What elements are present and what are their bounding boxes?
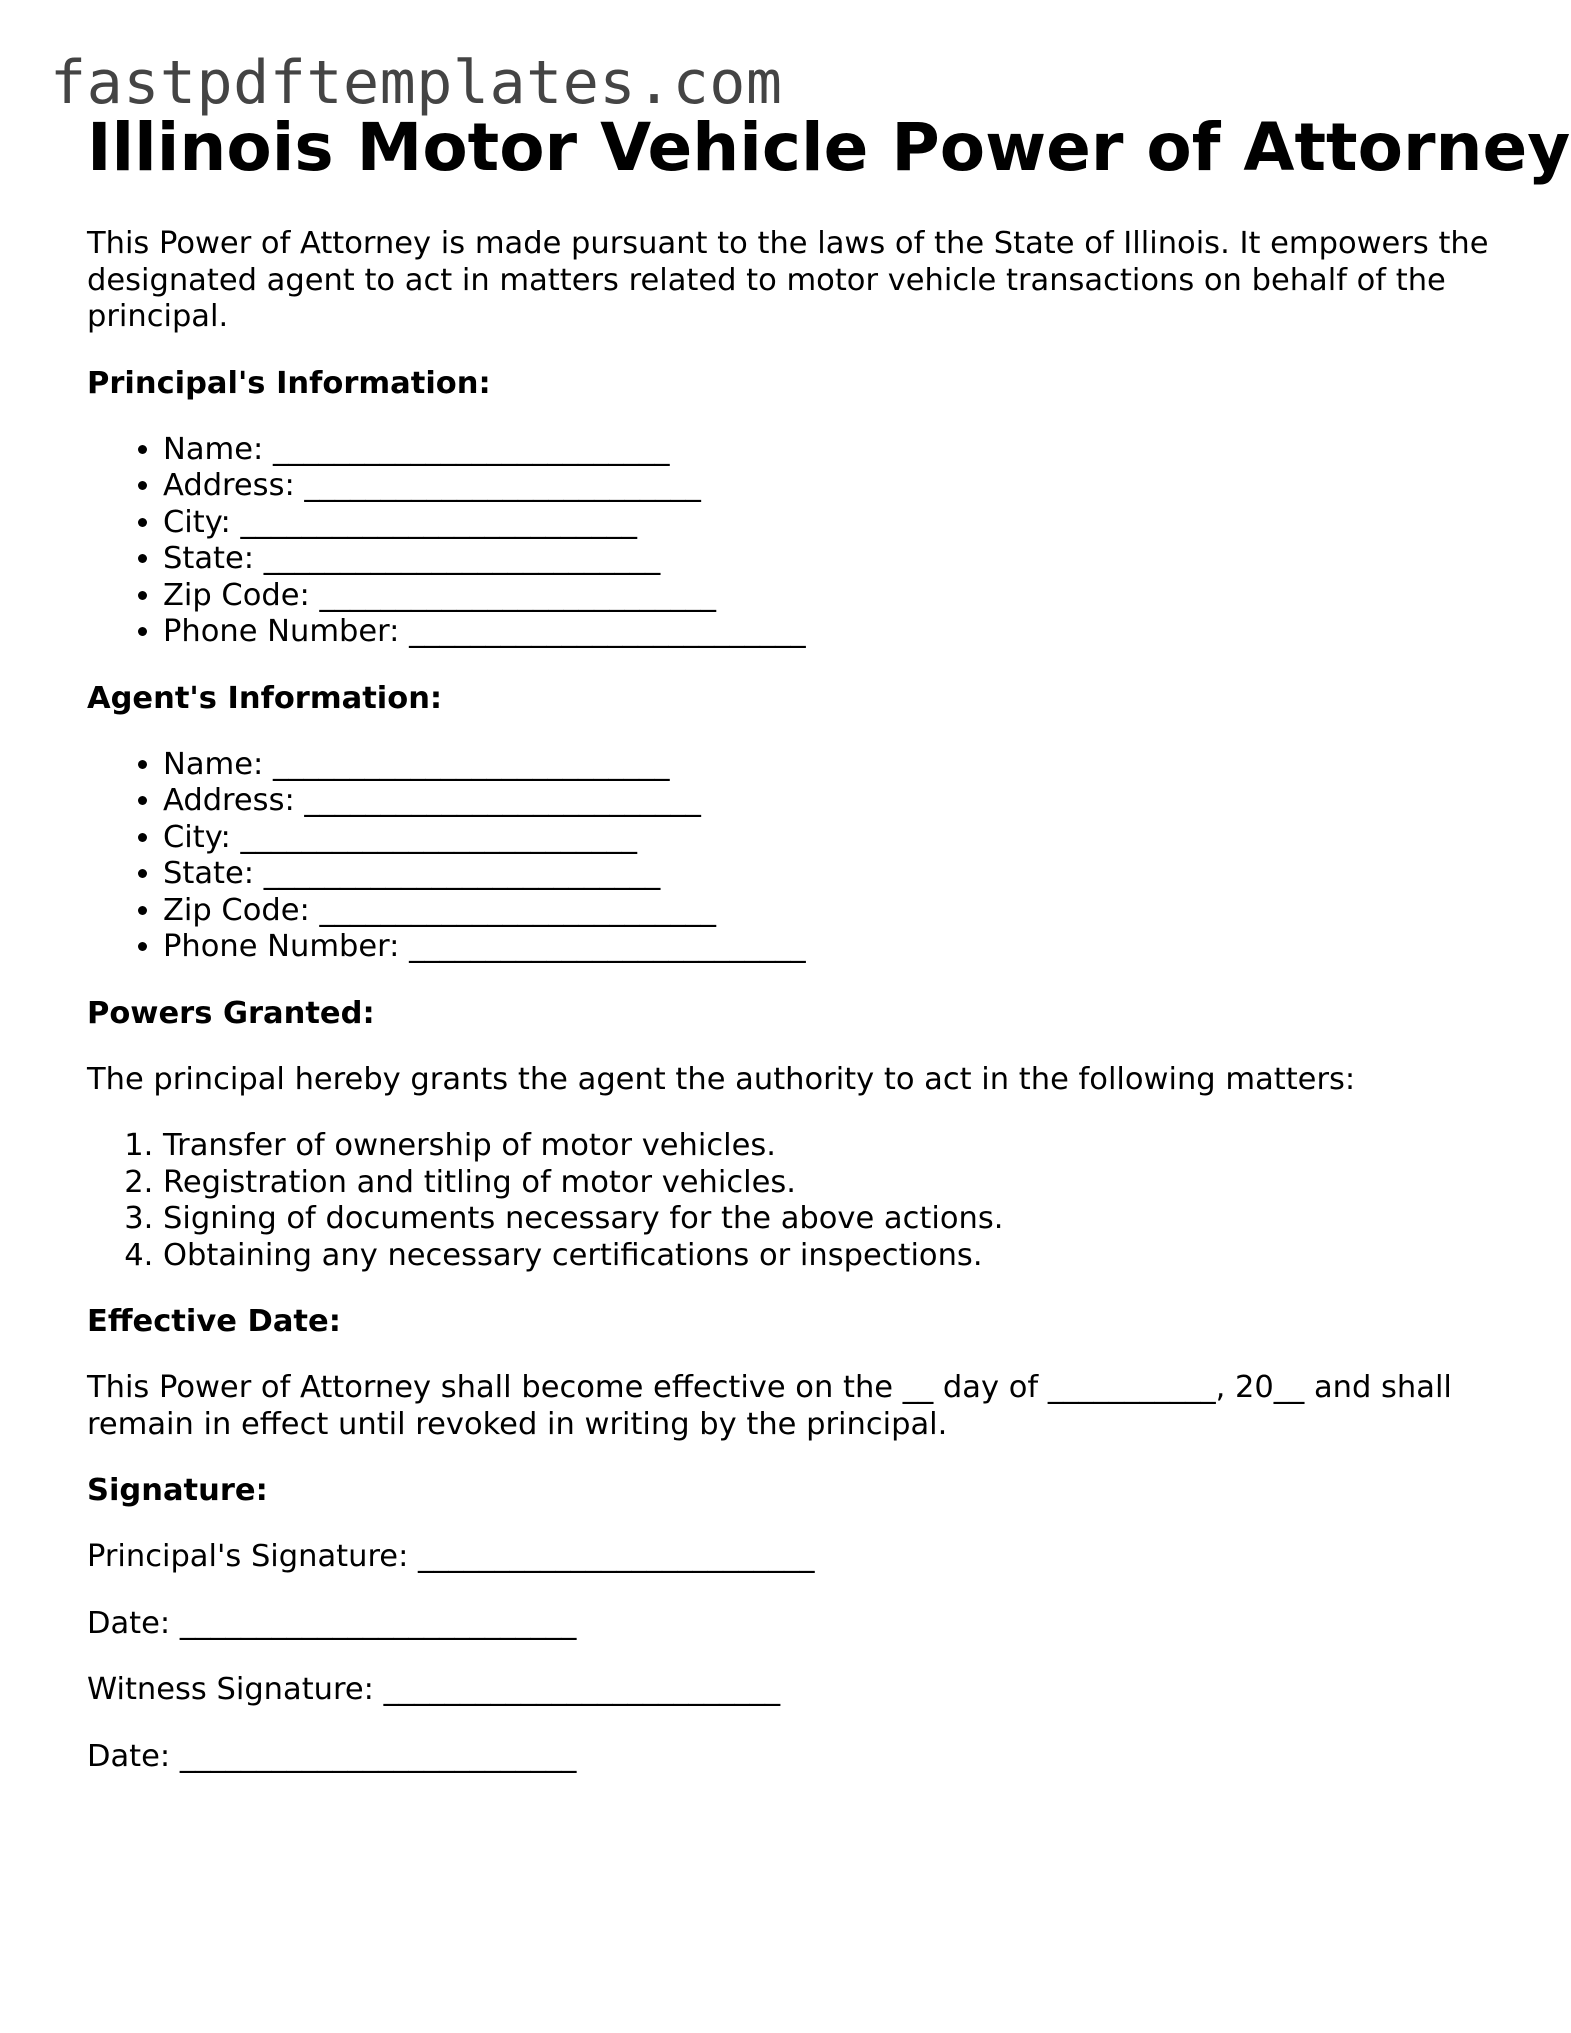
principal-phone-field[interactable]: • Phone Number: __________________________ [163, 614, 1507, 651]
power-item: 1. Transfer of ownership of motor vehicles. [163, 1128, 1507, 1165]
agent-state-field[interactable]: • State: __________________________ [163, 856, 1507, 893]
principal-name-field[interactable]: • Name: __________________________ [163, 432, 1507, 469]
witness-date-field[interactable]: Date: __________________________ [87, 1738, 577, 1774]
signature-heading: Signature: [87, 1473, 268, 1508]
agent-phone-field[interactable]: • Phone Number: __________________________ [163, 929, 1507, 966]
power-item: 2. Registration and titling of motor vehicles. [163, 1165, 1507, 1202]
principal-date-field[interactable]: Date: __________________________ [87, 1605, 577, 1641]
agent-info-heading: Agent's Information: [87, 680, 443, 716]
agent-info-list [87, 747, 1507, 966]
principal-zip-field[interactable]: • Zip Code: __________________________ [163, 578, 1507, 615]
agent-city-field[interactable]: • City: __________________________ [163, 820, 1507, 857]
principal-info-list [87, 432, 1507, 651]
principal-address-field[interactable]: • Address: __________________________ [163, 468, 1507, 505]
principal-signature-field[interactable]: Principal's Signature: __________________________ [87, 1539, 815, 1574]
watermark: fastpdftemplates.com [50, 48, 783, 118]
agent-zip-field[interactable]: • Zip Code: __________________________ [163, 893, 1507, 930]
power-item: 3. Signing of documents necessary for the above actions. [163, 1201, 1507, 1238]
agent-name-field[interactable]: • Name: __________________________ [163, 747, 1507, 784]
intro-paragraph: This Power of Attorney is made pursuant to the laws of the State of Illinois. It empowers the designated agent to act in matters related to motor vehicle transactions on behalf of the principal. [87, 226, 1489, 334]
powers-intro-text: The principal hereby grants the agent the authority to act in the following matters: [87, 1061, 1356, 1097]
powers-list [87, 1128, 1507, 1274]
effective-date-heading: Effective Date: [87, 1304, 341, 1339]
document-page [87, 108, 1571, 1775]
principal-city-field[interactable]: • City: __________________________ [163, 505, 1507, 542]
principal-info-heading: Principal's Information: [87, 365, 491, 401]
agent-address-field[interactable]: • Address: __________________________ [163, 783, 1507, 820]
effective-date-text[interactable]: This Power of Attorney shall become effective on the __ day of ___________, 20__ and shall remain in effect until revoked in writing by the principal. [87, 1370, 1452, 1442]
document-title: Illinois Motor Vehicle Power of Attorney [87, 109, 1571, 186]
principal-state-field[interactable]: • State: __________________________ [163, 541, 1507, 578]
powers-granted-heading: Powers Granted: [87, 995, 375, 1031]
witness-signature-field[interactable]: Witness Signature: __________________________ [87, 1672, 781, 1707]
power-item: 4. Obtaining any necessary certifications or inspections. [163, 1238, 1507, 1275]
